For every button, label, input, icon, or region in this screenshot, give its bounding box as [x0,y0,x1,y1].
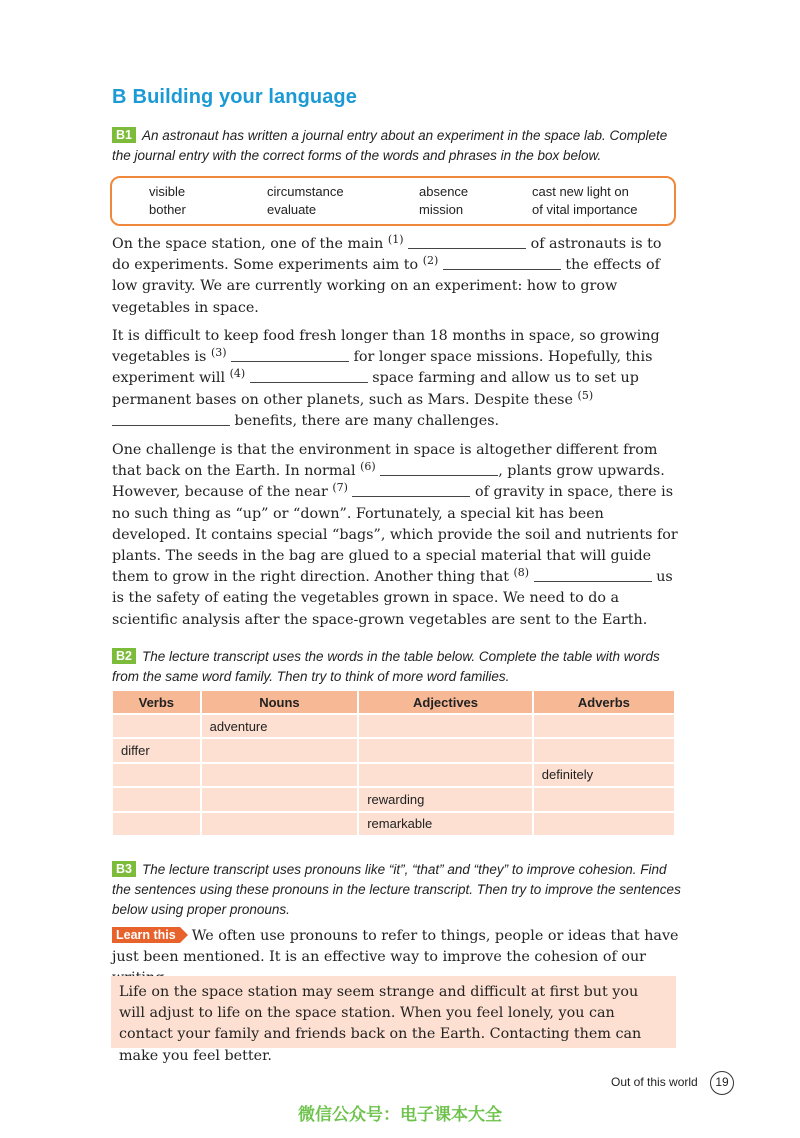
b2-instruction-text: The lecture transcript uses the words in the table below. Complete the table with words from the same word family. Then try to think of more word families. [112,649,660,684]
column-header-adjectives: Adjectives [359,691,532,715]
example-text-box [111,976,676,1064]
table-row [113,813,674,837]
b3-badge: B3 [112,861,136,877]
table-cell[interactable]: definitely [534,764,674,788]
text-run: of astronauts is to do experiments. Some experiments aim to [112,236,662,274]
learn-this-text: We often use pronouns to refer to things, people or ideas that have just been mentioned. It is an effective way to improve the cohesion of our [112,928,679,966]
table-cell[interactable] [359,739,532,763]
table-cell[interactable] [202,764,358,788]
table-cell[interactable] [202,788,358,812]
word-box-item: absence [419,184,469,199]
blank-number: (3) [210,346,227,360]
blank-3[interactable] [231,350,349,362]
blank-number: (7) [332,481,348,495]
text-run: of gravity in space, there is no such thing as “up” or “down”. Fortunately, a special kit has been developed. It contains special “bags”, which provide the soil and nutrients for plants. The seeds in the bag are glued to a special material that will guide them to grow in the right direction. Another thing that [112,484,678,586]
b2-instruction [112,647,686,687]
table-row [113,788,674,812]
blank-number: (8) [513,566,530,580]
blank-8[interactable] [534,570,652,582]
table-row [113,739,674,763]
text-run: the effects of low gravity. We are currently working on an experiment: how to grow vegetables in space. [112,257,660,316]
table-cell[interactable] [534,788,674,812]
learn-this-tag: Learn this [112,927,180,943]
b1-badge: B1 [112,127,136,143]
blank-6[interactable] [380,464,498,476]
text-run: One challenge is that the environment in space is altogether different from that back on the Earth. In normal [112,442,658,480]
section-letter: B [112,86,127,108]
text-run: for longer space missions. Hopefully, this experiment will [112,349,653,387]
example-text: Life on the space station may seem strange and difficult at first but you will adjust to life on the space station. When you feel lonely, you can contact your family and friends back on the Earth. Contacting them can make you feel better. [119,984,642,1064]
blank-4[interactable] [250,371,368,383]
section-title: Building your language [132,86,357,108]
table-cell[interactable]: rewarding [359,788,532,812]
text-run: us is the safety of eating the vegetables grown in space. We need to do a scientific analysis after the space-grown vegetables are sent to the Earth. [112,569,673,628]
text-run: benefits, there are many challenges. [230,412,500,429]
journal-paragraph-2 [112,326,682,432]
table-cell[interactable] [113,813,200,837]
column-header-verbs: Verbs [113,691,200,715]
word-family-table [111,691,676,837]
table-cell[interactable] [534,739,674,763]
b2-badge: B2 [112,648,136,664]
table-row [113,715,674,739]
blank-2[interactable] [443,258,561,270]
table-cell[interactable] [359,715,532,739]
blank-5[interactable] [112,414,230,426]
word-box-item: bother [149,202,186,217]
watermark-text: 微信公众号：电子课本大全 [298,1105,502,1125]
word-box-item: evaluate [267,202,317,217]
text-run: On the space station, one of the main [112,236,388,252]
table-cell[interactable] [113,764,200,788]
table-cell[interactable]: differ [113,739,200,763]
table-cell[interactable] [534,813,674,837]
blank-1[interactable] [408,237,526,249]
column-header-adverbs: Adverbs [534,691,674,715]
word-box-item: of vital importance [532,202,638,217]
word-box-item: mission [419,202,464,217]
journal-paragraph-1 [112,234,682,319]
table-cell[interactable] [534,715,674,739]
blank-number: (4) [229,367,246,381]
word-box-item: visible [149,184,186,199]
blank-7[interactable] [352,485,470,497]
blank-number: (2) [422,254,439,268]
b1-instruction [112,126,686,166]
blank-number: (6) [360,460,376,474]
footer-unit-title: Out of this world [611,1075,698,1089]
journal-paragraph-3 [112,440,682,631]
text-run: space farming and allow us to set up permanent bases on other planets, such as Mars. Despite these [112,370,639,408]
table-cell[interactable]: adventure [202,715,358,739]
word-box-item: circumstance [267,184,344,199]
word-box-item: cast new light on [532,184,629,199]
column-header-nouns: Nouns [202,691,358,715]
page-number: 19 [710,1071,734,1095]
word-box [110,176,676,226]
text-run: It is difficult to keep food fresh longer than 18 months in space, so growing vegetables is [112,328,660,366]
table-cell[interactable] [359,764,532,788]
table-cell[interactable] [113,788,200,812]
b3-instruction-text: The lecture transcript uses pronouns like “it”, “that” and “they” to improve cohesion. Find the sentences using these pronouns in the lecture transcript. Then try to improve the sentences below using proper pronouns. [112,862,681,917]
b3-instruction [112,860,686,920]
blank-number: (5) [577,388,594,402]
b1-instruction-text: An astronaut has written a journal entry about an experiment in the space lab. Complete the journal entry with the correct forms of the words and phrases in the box below. [112,128,668,163]
table-cell[interactable]: remarkable [359,813,532,837]
table-cell[interactable] [202,739,358,763]
table-cell[interactable] [202,813,358,837]
section-heading [112,86,357,109]
text-run: , plants grow upwards. However, because of the near [112,463,665,501]
table-row [113,764,674,788]
table-cell[interactable] [113,715,200,739]
blank-number: (1) [387,233,404,246]
